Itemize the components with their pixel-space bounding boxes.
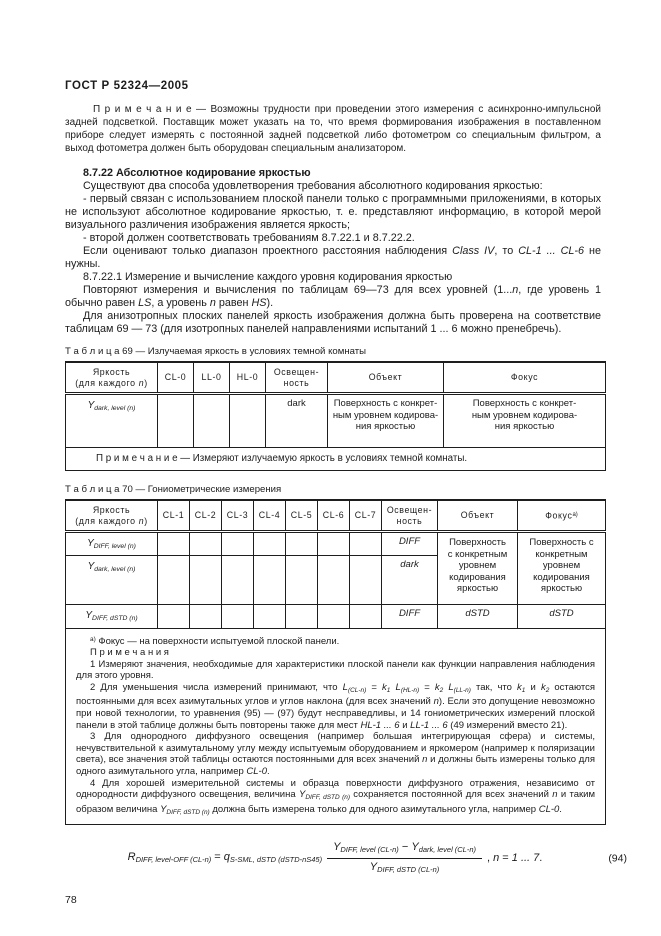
table69-header-hl0: HL-0 — [230, 362, 266, 394]
text-segment: (для каждого — [75, 377, 139, 388]
table69-cell-ll0 — [194, 394, 230, 448]
text-segment: 2 — [545, 686, 550, 694]
table70-header-cl1: CL-1 — [158, 500, 190, 532]
text-segment: 4 Для хорошей измерительной системы и образца поверхности диффузного отражения, независимо от однородности диффузного освещения, величина — [76, 777, 595, 801]
table70-empty-cell — [318, 532, 350, 556]
text-segment: n — [512, 284, 519, 296]
text-segment: HL-1 ... 6 — [360, 719, 400, 731]
text-segment: = — [499, 852, 512, 865]
table69-cell-symbol — [66, 394, 158, 448]
text-segment: и — [525, 682, 541, 694]
table70-empty-cell — [286, 605, 318, 628]
text-segment: (LL-n) — [453, 686, 471, 694]
text-segment: ным уровнем кодирова- — [332, 409, 439, 421]
text-segment: сохраняется постоянной для всех значений — [349, 789, 553, 801]
text-segment: Y — [85, 610, 93, 622]
table70-header-object: Объект — [438, 500, 518, 532]
text-segment: ность — [396, 515, 423, 526]
text-segment: n — [552, 789, 558, 801]
text-segment: . — [267, 766, 270, 778]
table70-cell-object-merged — [438, 532, 518, 605]
text-segment: Y — [87, 400, 95, 411]
table70-header-focus — [518, 500, 606, 532]
table70-header-cl7: CL-7 — [350, 500, 382, 532]
text-segment: k — [382, 682, 387, 694]
text-segment: LS — [138, 297, 152, 309]
text-segment: Y — [369, 861, 378, 874]
table70-cell-illumination-diff2: DIFF — [382, 605, 438, 628]
text-segment: Class IV — [452, 245, 495, 257]
text-segment: с конкретным — [447, 548, 508, 560]
text-segment: ). — [266, 297, 274, 309]
text-segment: Яркость — [92, 505, 131, 515]
text-segment: n — [422, 754, 428, 766]
paragraph — [65, 284, 601, 310]
text-segment: Y — [411, 840, 419, 853]
paragraph: Для анизотропных плоских панелей яркость изображения должна быть проверена на соответствие таблицам 69 — 73 (для изотропных панелей направлениями испытаний 1 ... 6 можно пренебречь). — [65, 310, 601, 335]
text-segment: кодирования — [449, 571, 506, 583]
text-segment: Поверхность с конкрет- — [333, 398, 438, 409]
gost-standard-header: ГОСТ Р 52324—2005 — [65, 80, 189, 92]
text-segment: , то — [494, 245, 519, 257]
table69-cell-object — [328, 394, 444, 448]
table69-caption: Т а б л и ц а 69 — Излучаемая яркость в условиях темной комнаты — [65, 346, 367, 357]
formula-expression — [128, 841, 543, 876]
text-segment: R — [127, 851, 136, 864]
text-segment: n — [209, 297, 216, 309]
text-segment: n — [138, 377, 145, 388]
text-segment: n — [138, 515, 145, 526]
table70-header-illumination — [382, 500, 438, 532]
text-segment: CL-1 ... CL-6 — [518, 245, 585, 257]
table70-cell-focus-dstd: dSTD — [518, 605, 606, 628]
paragraph — [65, 245, 601, 271]
text-segment: dark, level (n) — [94, 566, 136, 574]
text-segment: − — [398, 840, 412, 853]
text-segment: Фокус — [545, 510, 573, 521]
table70-header-cl5: CL-5 — [286, 500, 318, 532]
text-segment: DIFF, level (CL-n) — [340, 845, 399, 855]
text-segment: Освещен- — [386, 505, 433, 515]
table70-footnote-row — [66, 628, 606, 824]
text-segment: ния яркостью — [494, 421, 555, 432]
table69-header-luminance — [66, 362, 158, 394]
formula-denominator — [327, 859, 482, 876]
table70-cell-object-dstd: dSTD — [438, 605, 518, 628]
table70-empty-cell — [158, 532, 190, 556]
text-segment: . — [559, 803, 562, 815]
paragraph: - первый связан с использованием плоской панели только с программными приложениями, в которых не используют абсолютное кодирование яркостью, т. е. представляют информацию, в которой мерой визуального различения изображения является яркость; — [65, 193, 601, 231]
text-segment: Y — [87, 538, 94, 549]
table70-cell-symbol-diff-dstd — [66, 605, 158, 628]
text-segment: Если оценивают только диапазон проектного расстояния наблюдения — [83, 245, 453, 257]
table70-empty-cell — [286, 532, 318, 556]
text-segment: ) — [144, 377, 148, 388]
table69-cell-cl0 — [158, 394, 194, 448]
footnote-note-3 — [76, 731, 595, 777]
formula-numerator — [327, 841, 482, 859]
table70-empty-cell — [350, 532, 382, 556]
text-segment: ным уровнем кодирова- — [471, 409, 578, 421]
text-segment: и таким образом величина — [76, 789, 595, 815]
table69-header-focus: Фокус — [444, 362, 606, 394]
text-segment: = — [366, 682, 383, 694]
text-segment: уровнем — [458, 560, 497, 571]
text-segment: и должны быть измерены только для одного азимутального угла, например — [76, 754, 595, 778]
text-segment: . — [539, 852, 543, 865]
text-segment: L — [395, 682, 401, 694]
text-segment: CL-0 — [538, 803, 560, 815]
text-segment: Фокус — на поверхности испытуемой плоской панели. — [95, 635, 340, 647]
top-note-paragraph: П р и м е ч а н и е — Возможны трудности при проведении этого измерения с асинхронно-импульсной задней подсветкой. Поставщик может указать на то, что время формирования изображения в поставленном приборе следует измерять с постоянной задней подсветкой либо фотометром со специальным фильтром, а выход фотометра должен быть оборудован специальным анализатором. — [65, 104, 601, 154]
text-segment: , а уровень — [151, 297, 210, 309]
text-segment: 2 Для уменьшения числа измерений принимают, что — [90, 682, 343, 694]
table70-empty-cell — [254, 556, 286, 605]
table70-header-row — [66, 500, 606, 532]
table70-empty-cell — [222, 605, 254, 628]
formula-lhs — [128, 851, 322, 866]
footnote-a — [76, 634, 595, 648]
table70-header-cl2: CL-2 — [190, 500, 222, 532]
text-segment: HS — [251, 297, 267, 309]
text-segment: Повторяют измерения и вычисления по таблицам 69—73 для всех уровней (1... — [83, 284, 513, 296]
table70-cell-illumination-dark: dark — [382, 556, 438, 605]
text-segment: 2 — [439, 686, 444, 694]
table69-cell-focus — [444, 394, 606, 448]
text-segment: а) — [572, 511, 578, 518]
text-segment: Y — [333, 840, 341, 853]
text-segment: яркостью — [540, 583, 583, 594]
page-number: 78 — [65, 894, 77, 907]
table69-data-row — [66, 394, 606, 448]
text-segment: dark, level (CL-n) — [418, 845, 476, 855]
table69-header-ll0: LL-0 — [194, 362, 230, 394]
text-segment: яркостью — [456, 583, 499, 594]
table70-empty-cell — [158, 605, 190, 628]
text-segment: остаются постоянными для всех азимутальных углов и углов наклона (для всех значений — [76, 682, 596, 708]
table69-cell-hl0 — [230, 394, 266, 448]
text-segment: k — [540, 682, 546, 694]
text-segment: L — [448, 682, 454, 694]
text-segment: q — [223, 851, 230, 864]
table70-empty-cell — [286, 556, 318, 605]
table70-empty-cell — [318, 605, 350, 628]
formula-number: (94) — [608, 852, 627, 865]
text-segment: Y — [160, 803, 167, 815]
table-69 — [65, 361, 606, 471]
table70-cell-focus-merged — [518, 532, 606, 605]
text-segment: = — [419, 682, 435, 694]
table-70 — [65, 499, 606, 825]
text-segment: а) — [90, 635, 96, 643]
text-segment: 1 — [521, 686, 526, 694]
text-segment: DIFF, dSTD (n) — [92, 615, 138, 623]
table70-empty-cell — [350, 605, 382, 628]
table70-cell-symbol-diff-level — [66, 532, 158, 556]
formula-94 — [65, 840, 627, 876]
formula-fraction — [327, 841, 482, 876]
text-segment: ность — [283, 377, 310, 388]
table70-empty-cell — [190, 605, 222, 628]
text-segment: 1 — [386, 686, 391, 694]
table70-footnote — [66, 628, 606, 824]
text-segment: DIFF, level (n) — [93, 542, 136, 550]
table69-header-object: Объект — [328, 362, 444, 394]
text-segment: k — [517, 682, 522, 694]
text-segment: (для каждого — [75, 515, 139, 526]
subsection-heading-8-7-22-1: 8.7.22.1 Измерение и вычисление каждого уровня кодирования яркостью — [83, 271, 453, 283]
table69-cell-illumination: dark — [266, 394, 328, 448]
table70-header-cl3: CL-3 — [222, 500, 254, 532]
table70-empty-cell — [318, 556, 350, 605]
text-segment: (HL-n) — [400, 686, 420, 694]
table69-note-row — [66, 448, 606, 471]
text-segment: L — [342, 682, 348, 694]
text-segment: k — [434, 682, 440, 694]
text-segment: равен — [215, 297, 252, 309]
table70-row-3 — [66, 605, 606, 628]
table69-note: П р и м е ч а н и е — Измеряют излучаемую яркость в условиях темной комнаты. — [66, 448, 606, 471]
text-segment: (CL-n) — [347, 686, 367, 694]
text-segment: ). Если это допущение невозможно при новой технологии, то уравнения (95) — (97) будут несправедливы, и 14 гониометрических измерений плоской панели в этой таблице должны быть повторены также для мест — [76, 696, 595, 731]
table70-cell-symbol-dark-level — [66, 556, 158, 605]
text-segment: , — [486, 852, 494, 865]
text-segment: (49 измерений вместо 21). — [447, 719, 568, 731]
text-segment: Поверхность — [449, 537, 506, 548]
text-segment: CL-0 — [246, 766, 267, 778]
table70-empty-cell — [254, 605, 286, 628]
text-segment: Освещен- — [273, 367, 320, 377]
text-segment: S-SML, dSTD (dSTD-nS45) — [229, 855, 323, 865]
text-segment: DIFF, dSTD (n) — [305, 794, 350, 801]
table70-header-luminance — [66, 500, 158, 532]
text-segment: Яркость — [92, 367, 131, 377]
text-segment: и — [399, 719, 411, 731]
text-segment: DIFF, level-OFF (CL-n) — [135, 855, 212, 865]
footnote-notes-label: П р и м е ч а н и я — [90, 647, 169, 659]
text-segment: DIFF, dSTD (CL-n) — [377, 865, 440, 875]
text-segment: DIFF, dSTD (n) — [166, 808, 210, 816]
table70-header-cl4: CL-4 — [254, 500, 286, 532]
paragraph: Существуют два способа удовлетворения требования абсолютного кодирования яркостью: — [83, 180, 543, 192]
text-segment: dark, level (n) — [94, 404, 136, 412]
text-segment: не нужны. — [65, 245, 602, 270]
table69-header-row — [66, 362, 606, 394]
table69-header-cl0: CL-0 — [158, 362, 194, 394]
text-segment: 3 Для однородного диффузного освещения (например большая интегрирующая сфера) и системы, нечувствительной к азимутальному углу между испытуемым оборудованием и яркомером (например к поляризации света), все значения этой таблицы остаются постоянными для всех значений — [76, 731, 595, 766]
table70-empty-cell — [350, 556, 382, 605]
text-segment: так, что — [470, 682, 518, 694]
text-segment: = — [211, 851, 224, 864]
table70-empty-cell — [158, 556, 190, 605]
table70-empty-cell — [222, 532, 254, 556]
table70-empty-cell — [222, 556, 254, 605]
footnote-note-2 — [76, 682, 595, 731]
text-segment: ) — [144, 515, 148, 526]
table70-empty-cell — [190, 532, 222, 556]
text-segment: Y — [298, 789, 306, 801]
text-segment: ния яркостью — [355, 421, 416, 432]
table70-empty-cell — [190, 556, 222, 605]
table70-cell-illumination-diff: DIFF — [382, 532, 438, 556]
table69-header-illumination — [266, 362, 328, 394]
table70-empty-cell — [254, 532, 286, 556]
text-segment: Поверхность с конкрет- — [472, 398, 577, 409]
footnote-note-4 — [76, 778, 595, 818]
text-segment: Поверхность с — [529, 537, 594, 548]
text-segment: уровнем — [542, 560, 581, 571]
formula-tail — [487, 852, 542, 865]
text-segment: кодирования — [533, 571, 590, 583]
text-segment: Y — [87, 561, 95, 573]
text-segment: n — [493, 852, 500, 865]
text-segment: n — [433, 696, 439, 708]
text-segment: конкретным — [535, 548, 588, 560]
text-segment: , где уровень 1 обычно равен — [65, 284, 601, 309]
table70-caption: Т а б л и ц а 70 — Гониометрические измерения — [65, 484, 282, 495]
text-segment: 1 ... 7 — [511, 852, 540, 865]
text-segment: LL-1 ... 6 — [410, 719, 448, 731]
section-heading-8-7-22: 8.7.22 Абсолютное кодирование яркостью — [83, 167, 311, 179]
text-segment: должна быть измерена только для одного азимутального угла, например — [209, 803, 539, 815]
table70-row-1 — [66, 532, 606, 556]
table70-header-cl6: CL-6 — [318, 500, 350, 532]
paragraph: - второй должен соответствовать требованиям 8.7.22.1 и 8.7.22.2. — [83, 232, 415, 244]
footnote-note-1: 1 Измеряют значения, необходимые для характеристики плоской панели как функции направления наблюдения для этого уровня. — [76, 658, 595, 682]
